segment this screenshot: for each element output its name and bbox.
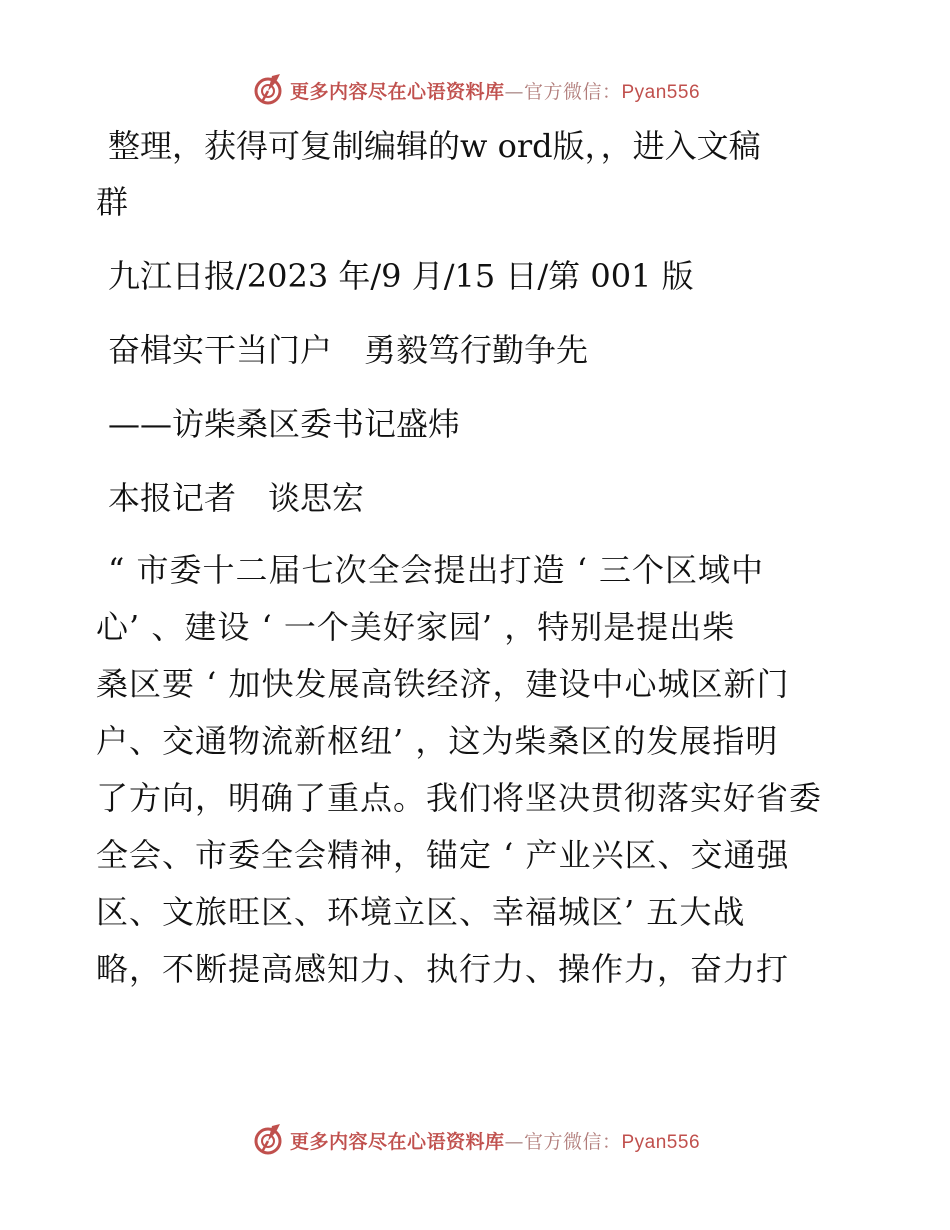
intro-line-2: 群: [96, 183, 129, 221]
banner-separator: —: [504, 1130, 524, 1153]
article-line: 区、文旅旺区、环境立区、幸福城区’ 五大战: [96, 893, 746, 931]
article-line: 户、交通物流新枢纽’ ，这为柴桑区的发展指明: [96, 722, 779, 760]
document-body: [96, 118, 866, 998]
banner-wechat-label: 官方微信：: [523, 1130, 622, 1153]
article-line: 心’ 、建设 ‘ 一个美好家园’ ，特别是提出柴: [96, 608, 736, 646]
byline: 本报记者 谈思宏: [108, 479, 365, 517]
article-paragraph: [96, 542, 866, 998]
quill-pen-logo-icon: [250, 1122, 286, 1158]
banner-wechat-id: Pyan556: [621, 81, 701, 103]
headline: 奋楫实干当门户 勇毅笃行勤争先: [108, 331, 589, 369]
banner-separator: —: [504, 80, 524, 103]
intro-line-1: 整理，获得可复制编辑的w ord版，，进入文稿: [108, 127, 761, 165]
article-line: 桑区要 ‘ 加快发展高铁经济，建设中心城区新门: [96, 665, 790, 703]
quill-pen-logo-icon: [250, 72, 286, 108]
banner-site-name: 更多内容尽在心语资料库: [289, 80, 505, 103]
article-line: 了方向，明确了重点。我们将坚决贯彻落实好省委: [96, 779, 823, 817]
article-line: 略，不断提高感知力、执行力、操作力，奋力打: [96, 950, 790, 988]
banner-wechat-id: Pyan556: [621, 1131, 701, 1153]
header-watermark-banner: [0, 70, 950, 110]
subheadline: ——访柴桑区委书记盛炜: [108, 405, 461, 443]
footer-watermark-banner: [0, 1120, 950, 1160]
article-line: 全会、市委全会精神，锚定 ‘ 产业兴区、交通强: [96, 836, 790, 874]
article-line: “ 市委十二届七次全会提出打造 ‘ 三个区域中: [108, 551, 765, 589]
banner-site-name: 更多内容尽在心语资料库: [289, 1130, 505, 1153]
banner-wechat-label: 官方微信：: [523, 80, 622, 103]
dateline: 九江日报/2023 年/9 月/15 日/第 001 版: [108, 257, 694, 295]
